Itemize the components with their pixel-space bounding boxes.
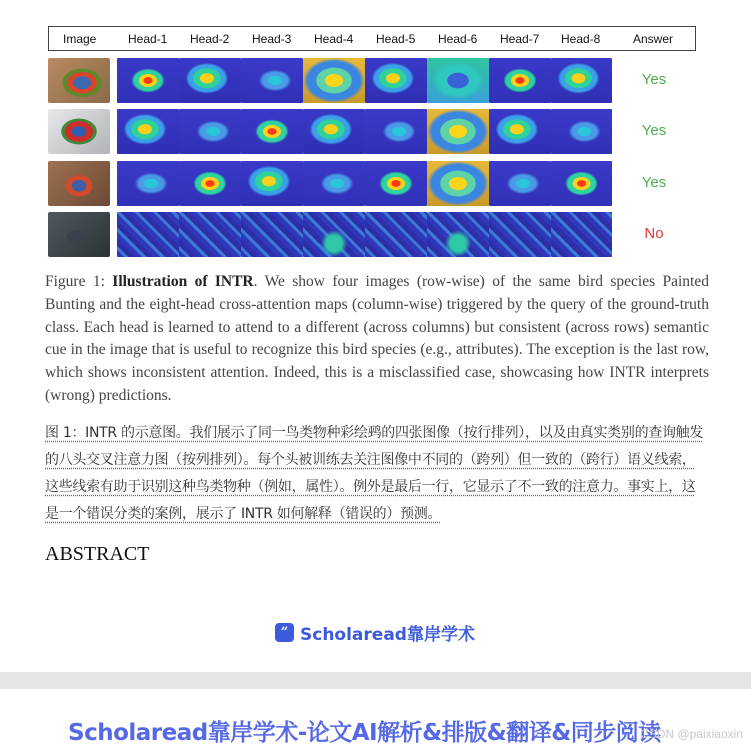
divider-band bbox=[0, 672, 751, 689]
caption-body: . We show four images (row-wise) of the same bird species Painted Bunting and the eight-head cross-attention maps (column-wise) triggered by the query of the ground-truth class. Each head is learned to attend to a different (across columns) but consistent (across rows) semantic cue in the image that is useful to recognize this bird species (e.g., attributes). The exception is the last row, which shows inconsistent attention. Indeed, this is a misclassified case, showcasing how INTR interprets (wrong) predictions. bbox=[45, 273, 709, 404]
attention-map bbox=[551, 212, 612, 257]
figure-caption bbox=[45, 271, 709, 408]
brand-name: Scholaread靠岸学术 bbox=[300, 625, 475, 645]
column-header: Head-2 bbox=[190, 32, 230, 46]
attention-map bbox=[365, 58, 427, 103]
brand-logo[interactable] bbox=[275, 620, 475, 645]
answer-label: Yes bbox=[641, 122, 667, 139]
attention-map bbox=[117, 161, 179, 206]
column-header: Head-8 bbox=[561, 32, 601, 46]
attention-map bbox=[303, 161, 365, 206]
attention-map bbox=[551, 161, 612, 206]
attention-map bbox=[303, 109, 365, 154]
attention-map bbox=[489, 212, 551, 257]
column-header: Head-1 bbox=[128, 32, 168, 46]
answer-label: Yes bbox=[641, 71, 667, 88]
section-heading-abstract: ABSTRACT bbox=[45, 543, 150, 565]
bird-image bbox=[48, 58, 110, 103]
attention-map bbox=[427, 161, 489, 206]
attention-map bbox=[427, 212, 489, 257]
caption-bold-title: Illustration of INTR bbox=[112, 273, 254, 290]
attention-map bbox=[489, 161, 551, 206]
attention-map bbox=[551, 109, 612, 154]
promo-banner[interactable]: Scholaread靠岸学术-论文AI解析&排版&翻译&同步阅读 bbox=[68, 720, 661, 746]
column-header: Head-3 bbox=[252, 32, 292, 46]
attention-map bbox=[365, 109, 427, 154]
attention-map bbox=[489, 109, 551, 154]
attention-map bbox=[241, 212, 303, 257]
attention-map bbox=[427, 58, 489, 103]
bird-image bbox=[48, 161, 110, 206]
answer-label: Yes bbox=[641, 174, 667, 191]
caption-prefix: Figure 1: bbox=[45, 273, 113, 290]
attention-map bbox=[489, 58, 551, 103]
watermark: CSDN @paixiaoxin bbox=[640, 727, 743, 741]
attention-map bbox=[241, 109, 303, 154]
attention-map bbox=[365, 161, 427, 206]
attention-map bbox=[365, 212, 427, 257]
quote-icon: “ bbox=[275, 623, 294, 642]
column-header: Answer bbox=[633, 32, 674, 46]
attention-map bbox=[179, 109, 241, 154]
bird-image bbox=[48, 212, 110, 257]
attention-map bbox=[179, 161, 241, 206]
column-header: Head-7 bbox=[500, 32, 540, 46]
attention-map bbox=[117, 109, 179, 154]
attention-map bbox=[117, 212, 179, 257]
caption-translation[interactable]: 图 1：INTR 的示意图。我们展示了同一鸟类物种彩绘鹀的四张图像（按行排列），以及由真实类别的查询触发的八头交叉注意力图（按列排列）。每个头被训练去关注图像中不同的（跨列）但一致的（跨行）语义线索，这些线索有助于识别这种鸟类物种（例如，属性）。例外是最后一行，它显示了不一致的注意力。事实上，这是一个错误分类的案例，展示了 INTR 如何解释（错误的）预测。 bbox=[45, 425, 704, 522]
attention-map bbox=[303, 212, 365, 257]
figure-header-row bbox=[48, 26, 696, 51]
bird-image bbox=[48, 109, 110, 154]
attention-map bbox=[551, 58, 612, 103]
attention-map bbox=[179, 58, 241, 103]
column-header: Head-5 bbox=[376, 32, 416, 46]
attention-map bbox=[303, 58, 365, 103]
attention-map bbox=[427, 109, 489, 154]
attention-map bbox=[117, 58, 179, 103]
attention-map bbox=[241, 58, 303, 103]
attention-map bbox=[179, 212, 241, 257]
column-header: Head-4 bbox=[314, 32, 354, 46]
column-header: Head-6 bbox=[438, 32, 478, 46]
attention-map bbox=[241, 161, 303, 206]
answer-label: No bbox=[644, 225, 664, 242]
column-header: Image bbox=[63, 32, 97, 46]
